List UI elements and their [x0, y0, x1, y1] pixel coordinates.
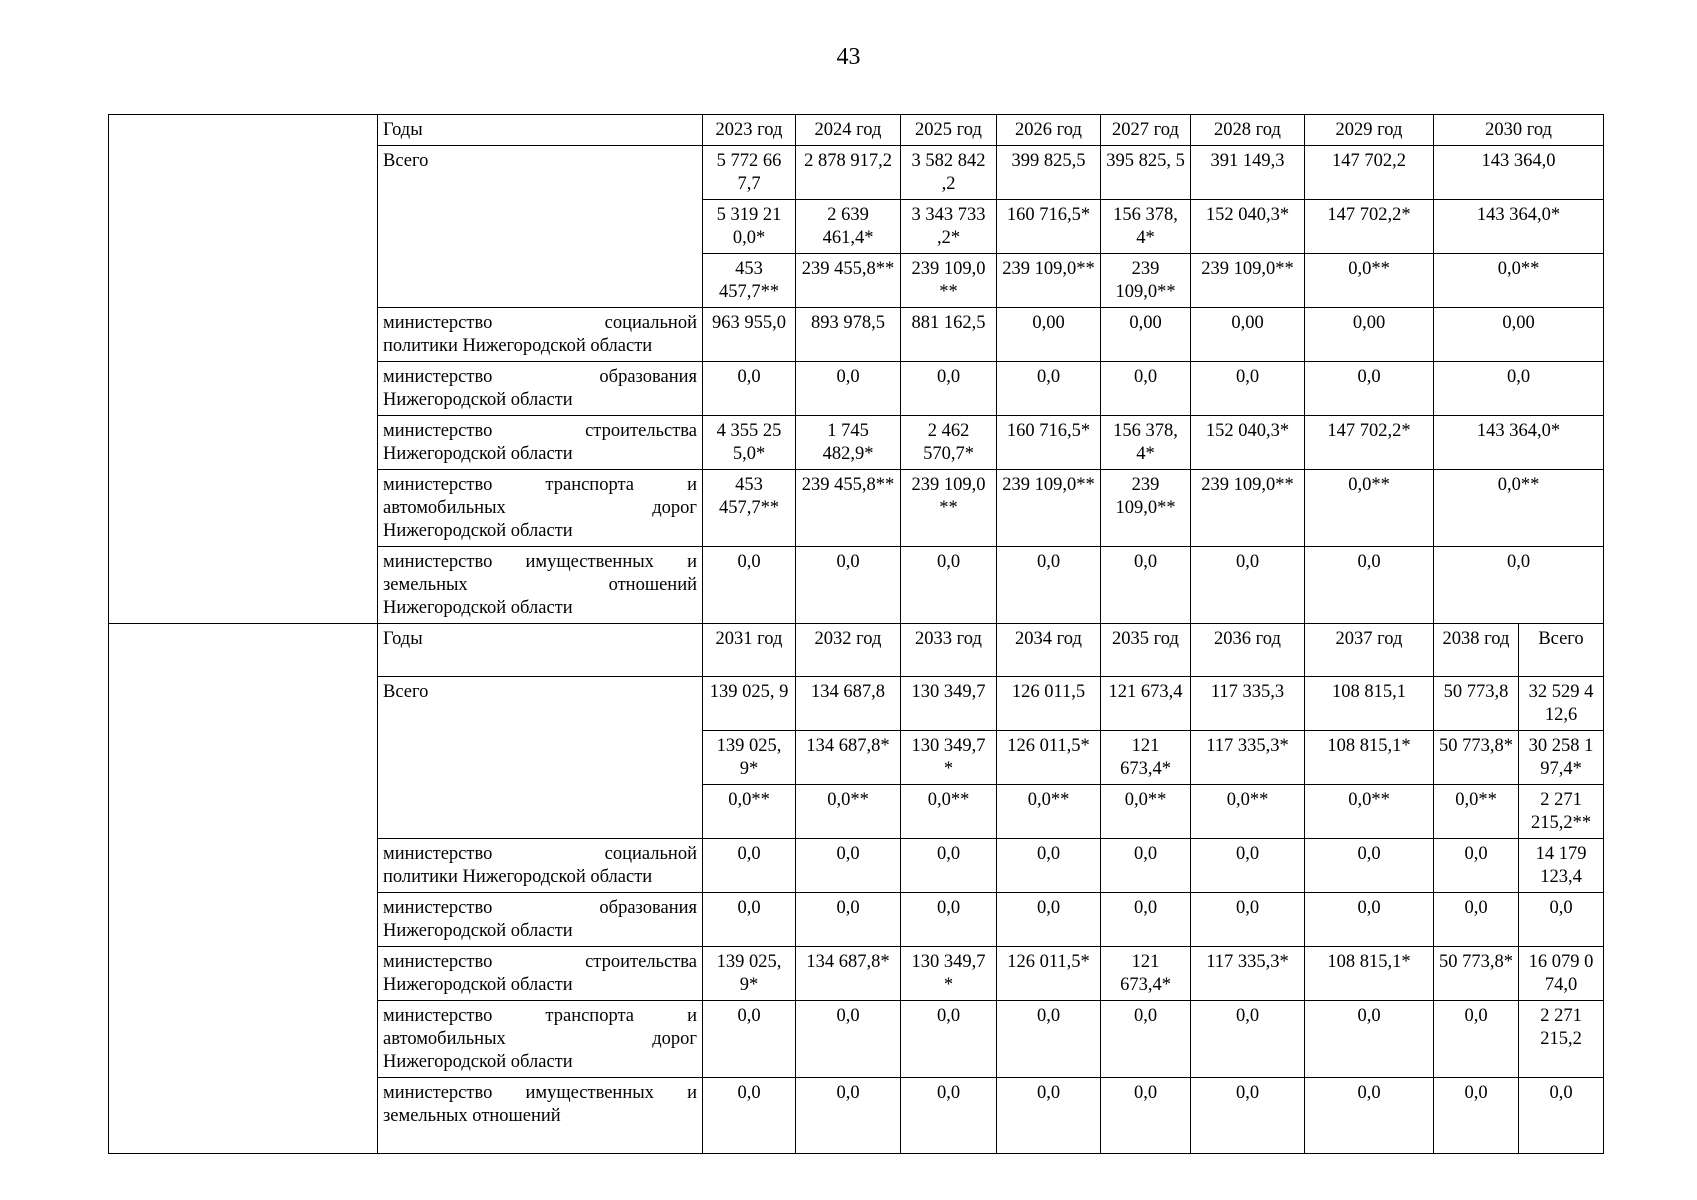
value-cell: 0,0: [1101, 839, 1191, 893]
label-line: политики Нижегородской области: [383, 867, 653, 887]
value-cell: 0,0: [703, 839, 796, 893]
value-cell: 0,0: [997, 1001, 1101, 1078]
label-line: Нижегородской области: [383, 390, 573, 410]
row-label: [378, 1078, 703, 1154]
row-label: [378, 470, 703, 547]
value-cell: 399 825,5: [997, 146, 1101, 200]
label-line: Нижегородской области: [383, 444, 573, 464]
blank-cell: [109, 115, 378, 624]
label-line: министерство строительства: [383, 952, 697, 972]
value-cell: 0,0**: [1101, 785, 1191, 839]
value-cell: 0,0: [703, 547, 796, 624]
label-line: земельных отношений: [383, 575, 697, 595]
value-cell: 0,0: [1101, 893, 1191, 947]
value-cell: 0,0: [1101, 547, 1191, 624]
value-cell: 2033 год: [901, 624, 997, 677]
value-cell: 14 179 123,4: [1519, 839, 1604, 893]
value-cell: 121 673,4*: [1101, 731, 1191, 785]
value-cell: 0,0: [1191, 1001, 1305, 1078]
finance-table: [108, 114, 1604, 1154]
label-line: министерство строительства: [383, 421, 697, 441]
value-cell: 2 878 917,2: [796, 146, 901, 200]
value-cell: 143 364,0*: [1434, 200, 1604, 254]
value-cell: 139 025, 9: [703, 677, 796, 731]
value-cell: 0,0: [1434, 547, 1604, 624]
label-line: министерство социальной: [383, 313, 697, 333]
value-cell: 0,0: [901, 547, 997, 624]
row-label: [378, 947, 703, 1001]
value-cell: 0,0: [1434, 1078, 1519, 1154]
label-line: политики Нижегородской области: [383, 336, 653, 356]
value-cell: 0,0: [796, 893, 901, 947]
value-cell: 143 364,0: [1434, 146, 1604, 200]
value-cell: 0,0: [1101, 362, 1191, 416]
value-cell: 0,00: [1101, 308, 1191, 362]
value-cell: 0,0: [1191, 362, 1305, 416]
value-cell: 0,0**: [796, 785, 901, 839]
label-line: Нижегородской области: [383, 975, 573, 995]
value-cell: 134 687,8*: [796, 947, 901, 1001]
value-cell: 2023 год: [703, 115, 796, 146]
years-label: Годы: [378, 624, 703, 677]
value-cell: 2032 год: [796, 624, 901, 677]
row-label: [378, 1001, 703, 1078]
value-cell: 126 011,5: [997, 677, 1101, 731]
value-cell: 152 040,3*: [1191, 200, 1305, 254]
value-cell: 0,0: [703, 1078, 796, 1154]
value-cell: 453 457,7**: [703, 254, 796, 308]
value-cell: 121 673,4*: [1101, 947, 1191, 1001]
value-cell: 0,0**: [901, 785, 997, 839]
value-cell: 239 109,0**: [1101, 254, 1191, 308]
label-line: автомобильных дорог: [383, 498, 697, 518]
value-cell: 239 109,0**: [1101, 470, 1191, 547]
value-cell: 391 149,3: [1191, 146, 1305, 200]
value-cell: 5 319 21 0,0*: [703, 200, 796, 254]
value-cell: 2028 год: [1191, 115, 1305, 146]
value-cell: 0,0: [1434, 1001, 1519, 1078]
label-line: министерство образования: [383, 898, 697, 918]
value-cell: 16 079 0 74,0: [1519, 947, 1604, 1001]
years-row: [109, 624, 1604, 677]
value-cell: 160 716,5*: [997, 200, 1101, 254]
row-label: [378, 416, 703, 470]
value-cell: 121 673,4: [1101, 677, 1191, 731]
label-line: министерство образования: [383, 367, 697, 387]
value-cell: 0,00: [1434, 308, 1604, 362]
value-cell: 2034 год: [997, 624, 1101, 677]
value-cell: 239 109,0 **: [901, 470, 997, 547]
value-cell: 0,0: [1519, 893, 1604, 947]
value-cell: 30 258 1 97,4*: [1519, 731, 1604, 785]
value-cell: 108 815,1*: [1305, 947, 1434, 1001]
value-cell: 2025 год: [901, 115, 997, 146]
value-cell: 156 378, 4*: [1101, 200, 1191, 254]
page-number: 43: [836, 44, 861, 70]
value-cell: 2031 год: [703, 624, 796, 677]
blank-cell: [109, 624, 378, 1154]
value-cell: 0,0**: [1191, 785, 1305, 839]
value-cell: 108 815,1*: [1305, 731, 1434, 785]
value-cell: 0,0**: [1434, 254, 1604, 308]
value-cell: 2 271 215,2: [1519, 1001, 1604, 1078]
value-cell: 0,0: [1191, 839, 1305, 893]
value-cell: 117 335,3: [1191, 677, 1305, 731]
value-cell: 2 639 461,4*: [796, 200, 901, 254]
value-cell: 453 457,7**: [703, 470, 796, 547]
value-cell: 239 455,8**: [796, 254, 901, 308]
value-cell: 130 349,7: [901, 677, 997, 731]
value-cell: 0,0: [901, 362, 997, 416]
value-cell: 0,0: [796, 362, 901, 416]
value-cell: 32 529 4 12,6: [1519, 677, 1604, 731]
label-line: министерство имущественных и: [383, 552, 697, 572]
total-label: Всего: [378, 677, 703, 839]
label-line: Нижегородской области: [383, 521, 573, 541]
value-cell: 0,0: [997, 1078, 1101, 1154]
value-cell: 0,0: [1434, 362, 1604, 416]
value-cell: 0,0**: [703, 785, 796, 839]
value-cell: 963 955,0: [703, 308, 796, 362]
value-cell: 147 702,2: [1305, 146, 1434, 200]
value-cell: 0,0**: [997, 785, 1101, 839]
value-cell: 2030 год: [1434, 115, 1604, 146]
value-cell: 893 978,5: [796, 308, 901, 362]
years-row: [109, 115, 1604, 146]
value-cell: 0,0: [1305, 1001, 1434, 1078]
value-cell: 0,0: [901, 893, 997, 947]
value-cell: 239 109,0**: [1191, 254, 1305, 308]
value-cell: 2026 год: [997, 115, 1101, 146]
value-cell: 147 702,2*: [1305, 200, 1434, 254]
value-cell: 2037 год: [1305, 624, 1434, 677]
value-cell: 0,0: [1434, 839, 1519, 893]
value-cell: 0,00: [1191, 308, 1305, 362]
value-cell: 4 355 25 5,0*: [703, 416, 796, 470]
value-cell: 139 025, 9*: [703, 731, 796, 785]
value-cell: 0,0: [796, 839, 901, 893]
value-cell: 117 335,3*: [1191, 947, 1305, 1001]
value-cell: 0,0: [1191, 893, 1305, 947]
value-cell: 160 716,5*: [997, 416, 1101, 470]
value-cell: 0,0: [997, 547, 1101, 624]
value-cell: 0,0: [1434, 893, 1519, 947]
value-cell: 117 335,3*: [1191, 731, 1305, 785]
value-cell: 2024 год: [796, 115, 901, 146]
value-cell: 156 378, 4*: [1101, 416, 1191, 470]
value-cell: 2038 год: [1434, 624, 1519, 677]
value-cell: 3 343 733 ,2*: [901, 200, 997, 254]
value-cell: 0,0**: [1305, 470, 1434, 547]
label-line: министерство транспорта и: [383, 1006, 697, 1026]
value-cell: 239 109,0 **: [901, 254, 997, 308]
value-cell: 0,0: [703, 362, 796, 416]
value-cell: 0,0: [796, 1001, 901, 1078]
value-cell: 134 687,8: [796, 677, 901, 731]
value-cell: 239 109,0**: [997, 254, 1101, 308]
value-cell: 0,00: [1305, 308, 1434, 362]
row-label: [378, 893, 703, 947]
value-cell: 50 773,8: [1434, 677, 1519, 731]
value-cell: 0,0: [703, 893, 796, 947]
value-cell: 0,0: [703, 1001, 796, 1078]
value-cell: 2 271 215,2**: [1519, 785, 1604, 839]
value-cell: 108 815,1: [1305, 677, 1434, 731]
years-label: Годы: [378, 115, 703, 146]
value-cell: 0,0**: [1305, 254, 1434, 308]
value-cell: 0,0: [997, 893, 1101, 947]
value-cell: 152 040,3*: [1191, 416, 1305, 470]
label-line: Нижегородской области: [383, 598, 573, 618]
value-cell: 0,0: [1191, 1078, 1305, 1154]
value-cell: 0,0: [796, 1078, 901, 1154]
value-cell: 0,00: [997, 308, 1101, 362]
value-cell: 0,0: [1519, 1078, 1604, 1154]
value-cell: 0,0: [997, 362, 1101, 416]
label-line: автомобильных дорог: [383, 1029, 697, 1049]
value-cell: 0,0: [997, 839, 1101, 893]
value-cell: 139 025, 9*: [703, 947, 796, 1001]
value-cell: 2035 год: [1101, 624, 1191, 677]
value-cell: 0,0: [1305, 547, 1434, 624]
value-cell: 130 349,7 *: [901, 947, 997, 1001]
value-cell: 2029 год: [1305, 115, 1434, 146]
value-cell: 0,0**: [1305, 785, 1434, 839]
value-cell: 50 773,8*: [1434, 731, 1519, 785]
value-cell: 0,0: [901, 839, 997, 893]
value-cell: 395 825, 5: [1101, 146, 1191, 200]
value-cell: 0,0: [1101, 1001, 1191, 1078]
value-cell: 239 109,0**: [1191, 470, 1305, 547]
value-cell: 881 162,5: [901, 308, 997, 362]
value-cell: 147 702,2*: [1305, 416, 1434, 470]
value-cell: 2036 год: [1191, 624, 1305, 677]
value-cell: 3 582 842 ,2: [901, 146, 997, 200]
value-cell: 0,0: [1305, 362, 1434, 416]
label-line: земельных отношений: [383, 1106, 561, 1126]
label-line: министерство социальной: [383, 844, 697, 864]
value-cell: 134 687,8*: [796, 731, 901, 785]
value-cell: 143 364,0*: [1434, 416, 1604, 470]
label-line: министерство транспорта и: [383, 475, 697, 495]
value-cell: 0,0: [901, 1001, 997, 1078]
label-line: Нижегородской области: [383, 921, 573, 941]
value-cell: 0,0: [1305, 839, 1434, 893]
total-label: Всего: [378, 146, 703, 308]
value-cell: 0,0: [796, 547, 901, 624]
value-cell: 0,0: [1191, 547, 1305, 624]
value-cell: 130 349,7 *: [901, 731, 997, 785]
value-cell: 126 011,5*: [997, 947, 1101, 1001]
row-label: [378, 547, 703, 624]
value-cell: 239 109,0**: [997, 470, 1101, 547]
label-line: Нижегородской области: [383, 1052, 573, 1072]
value-cell: 2027 год: [1101, 115, 1191, 146]
row-label: [378, 308, 703, 362]
value-cell: 5 772 66 7,7: [703, 146, 796, 200]
value-cell: 126 011,5*: [997, 731, 1101, 785]
value-cell: 0,0: [1305, 893, 1434, 947]
value-cell: 0,0: [1305, 1078, 1434, 1154]
value-cell: 239 455,8**: [796, 470, 901, 547]
value-cell: 0,0: [1101, 1078, 1191, 1154]
value-cell: 0,0**: [1434, 785, 1519, 839]
value-cell: 0,0: [901, 1078, 997, 1154]
value-cell: 0,0**: [1434, 470, 1604, 547]
value-cell: Всего: [1519, 624, 1604, 677]
value-cell: 1 745 482,9*: [796, 416, 901, 470]
row-label: [378, 839, 703, 893]
label-line: министерство имущественных и: [383, 1083, 697, 1103]
value-cell: 2 462 570,7*: [901, 416, 997, 470]
row-label: [378, 362, 703, 416]
value-cell: 50 773,8*: [1434, 947, 1519, 1001]
